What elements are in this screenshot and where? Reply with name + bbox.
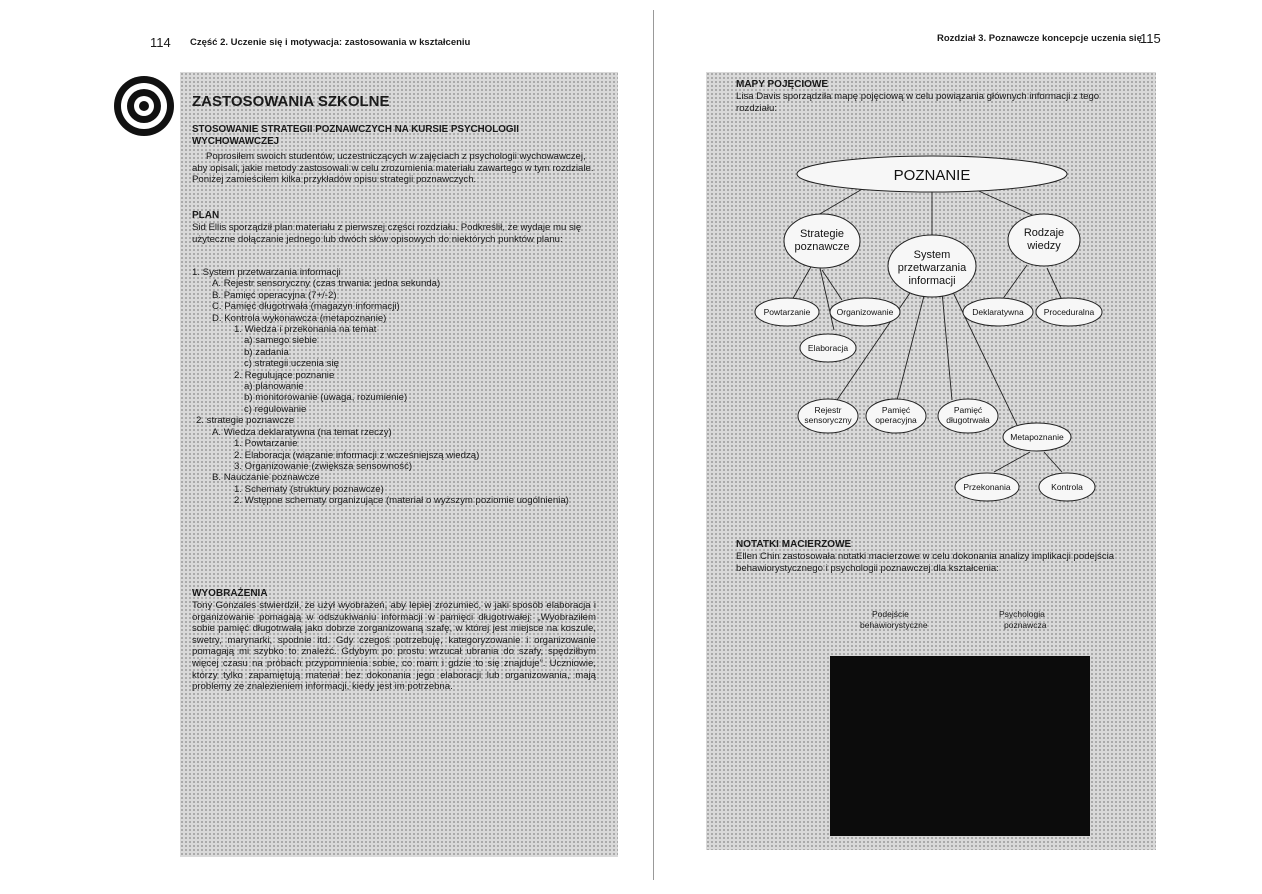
label-rodzaje-2: wiedzy [1027,240,1061,252]
label-proceduralna: Proceduralna [1043,307,1095,317]
left-page [0,0,630,894]
outline-item: c) regulowanie [244,403,307,415]
section-heading: ZASTOSOWANIA SZKOLNE [192,93,390,110]
matrix-col2-line1: Psychologia [999,609,1045,619]
label-system-1: System [913,249,951,261]
label-rejestr-1: Rejestr [814,405,842,415]
label-elaboracja: Elaboracja [807,343,849,353]
outline-item: A. Rejestr sensoryczny (czas trwania: jedna sekunda) [212,278,441,290]
concept-map-text: Lisa Davis sporządziła mapę pojęciową w celu powiązania głównych informacji z tego rozdziału: [736,91,1100,114]
label-poznanie: POZNANIE [893,167,971,184]
label-rejestr-2: sensoryczny [804,415,852,425]
plan-title: PLAN [192,210,220,221]
matrix-col1-line1: Podejście [872,609,909,619]
outline-item: 1. Schematy (struktury poznawcze) [234,483,384,495]
label-strategie-1: Strategie [799,228,845,240]
outline-item: b) monitorowanie (uwaga, rozumienie) [244,392,408,404]
label-dlugotrwala-1: Pamięć [953,405,983,415]
label-operacyjna-1: Pamięć [881,405,911,415]
label-metapoznanie: Metapoznanie [1010,432,1064,442]
matrix-table-obscured [830,656,1090,836]
outline-item: 2. Elaboracja (wiązanie informacji z wcześniejszą wiedzą) [234,449,480,461]
outline-item: B. Nauczanie poznawcze [212,472,320,484]
label-powtarzanie: Powtarzanie [763,307,811,317]
section1-text: Poprosiłem swoich studentów, uczestniczących w zajęciach z psychologii wychowawczej, aby opisali, jakie metody zastosowali w celu zrozumienia materiału zawartego w tym rozdziale. Poniżej zamieściłem kilka przykładów opisu strategii poznawczych. [192,151,594,186]
plan-outline [192,267,569,507]
concept-map-title: MAPY POJĘCIOWE [736,79,829,90]
outline-item: c) strategii uczenia się [244,358,339,370]
right-running-head: Rozdział 3. Poznawcze koncepcje uczenia się [937,33,1142,44]
target-icon [112,74,176,138]
label-kontrola: Kontrola [1051,482,1083,492]
matrix-notes-title: NOTATKI MACIERZOWE [736,539,852,550]
imagery-text: Tony Gonzales stwierdził, że użył wyobrażeń, aby lepiej zrozumieć, w jaki sposób elaboracja i organizowanie pomagają w odszukiwaniu informacji w pamięci długotrwałej: „Wyobraziłem sobie pamięć długotrwałą jako dobrze zorganizowaną szafę, w której jest miejsce na koszule, swetry, marynarki, spodnie itd. Gdy czegoś potrzebuję, kategoryzowanie i organizowanie pomagają mi szybko to znaleźć. Gdybym po prostu wrzucał ubrania do szafy, spędziłbym więcej czasu na próbach przypomnienia sobie, co mam i gdzie to się znajduje”. Uczniowie, którzy tylko zapamiętują materiał bez dokonania jego elaboracji lub organizowania, mają problemy ze znalezieniem informacji, kiedy jest im potrzebna. [192,600,596,693]
outline-item: 1. Wiedza i przekonania na temat [234,324,377,336]
outline-item: 2. Regulujące poznanie [234,369,335,381]
outline-item: 1. Powtarzanie [234,438,298,450]
right-page-number: 115 [1140,31,1161,46]
left-running-head: Część 2. Uczenie się i motywacja: zastosowania w kształceniu [190,37,471,48]
matrix-notes-text: Ellen Chin zastosowała notatki macierzowe w celu dokonania analizy implikacji podejścia behawiorystycznego i psychologii poznawczej dla kształcenia: [736,551,1115,574]
label-strategie-2: poznawcze [794,241,850,253]
outline-item: A. Wiedza deklaratywna (na temat rzeczy) [212,426,392,438]
label-system-3: informacji [908,275,956,287]
label-organizowanie: Organizowanie [836,307,894,317]
outline-item: 1. System przetwarzania informacji [192,267,341,278]
outline-item: B. Pamięć operacyjna (7+/-2) [212,289,337,301]
outline-item: 2. Wstępne schematy organizujące (materiał o wyższym poziomie uogólnienia) [234,495,569,507]
matrix-col2-line2: poznawcza [1004,620,1047,630]
section1-title: STOSOWANIE STRATEGII POZNAWCZYCH NA KURSIE PSYCHOLOGII WYCHOWAWCZEJ [192,124,519,147]
outline-item: a) planowanie [244,381,304,393]
label-system-2: przetwarzania [897,262,967,274]
label-przekonania: Przekonania [963,482,1011,492]
left-page-number: 114 [150,35,171,50]
label-dlugotrwala-2: długotrwała [946,415,990,425]
label-operacyjna-2: operacyjna [875,415,917,425]
imagery-title: WYOBRAŻENIA [192,588,268,599]
outline-item: b) zadania [244,346,289,358]
outline-item: a) samego siebie [244,335,318,347]
label-deklaratywna: Deklaratywna [972,307,1024,317]
outline-item: 3. Organizowanie (zwiększa sensowność) [234,460,413,472]
label-rodzaje-1: Rodzaje [1023,227,1065,239]
matrix-col1-line2: behawiorystyczne [860,620,928,630]
outline-item: D. Kontrola wykonawcza (metapoznanie) [212,312,387,324]
outline-item: C. Pamięć długotrwała (magazyn informacji) [212,301,400,313]
plan-text: Sid Ellis sporządził plan materiału z pierwszej części rozdziału. Podkreślił, że wydaje mu się użyteczne dołączanie jednego lub dwóch słów opisowych do niektórych punktów planu: [192,222,582,245]
outline-item: 2. strategie poznawcze [196,415,295,427]
